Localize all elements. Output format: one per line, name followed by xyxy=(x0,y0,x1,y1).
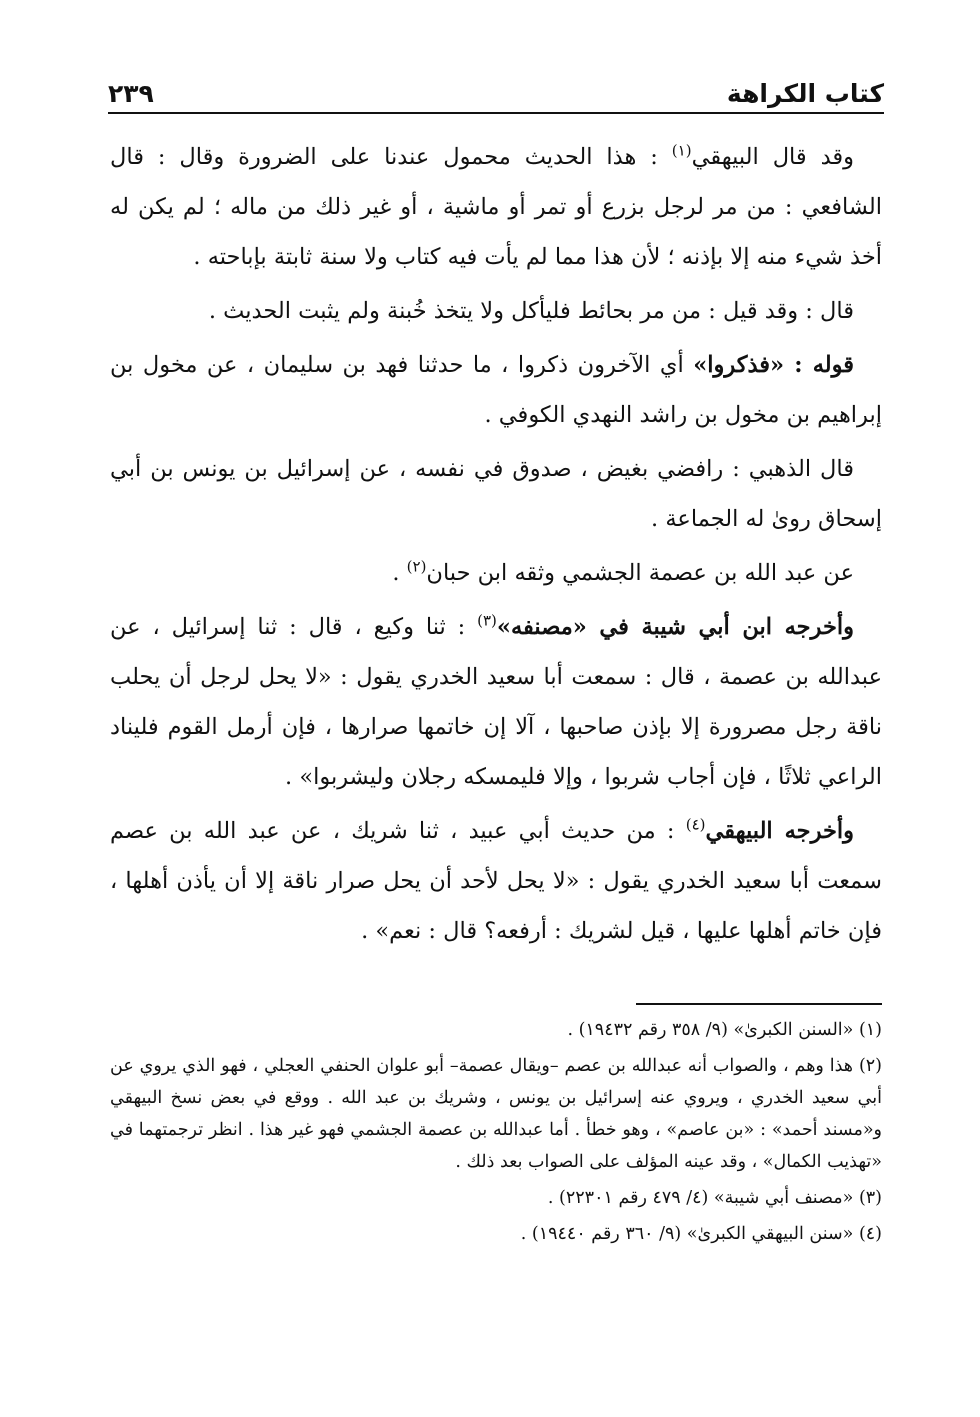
commentary-lemma: قوله : «فذكروا» xyxy=(693,352,854,378)
footnote-reference[interactable]: (٢) xyxy=(406,557,427,576)
footnote-item xyxy=(110,1218,882,1250)
paragraph-text: عن عبد الله بن عصمة الجشمي وثقه ابن حبان xyxy=(426,560,854,586)
footnote-text: «مصنف أبي شيبة» (٤/ ٤٧٩ رقم ٢٢٣٠١) . xyxy=(547,1188,854,1208)
main-text xyxy=(110,132,882,960)
paragraph-text: وقد قال البيهقي xyxy=(691,144,855,170)
paragraph xyxy=(110,548,882,598)
footnote-separator xyxy=(636,1003,882,1005)
footnote-item xyxy=(110,1014,882,1046)
commentary-lemma: وأخرجه ابن أبي شيبة في «مصنفه» xyxy=(496,614,854,640)
paragraph-text: : ثنا وكيع ، قال : ثنا إسرائيل ، عن عبدالله بن عصمة ، قال : سمعت أبا سعيد الخدري يقول : «لا يحل لرجل أن يحلب ناقة رجل مصرورة إلا بإذن صاحبها ، آلا إن خاتمها صرارها ، فإن أرمل القوم فليناد الراعي ثلاثًا ، فإن أجاب شربوا ، وإلا فليمسكه رجلان وليشربوا» . xyxy=(110,614,882,790)
footnote-text: «سنن البيهقي الكبرىٰ» (٩/ ٣٦٠ رقم ١٩٤٤٠) . xyxy=(520,1224,854,1244)
footnote-text: «السنن الكبرىٰ» (٩/ ٣٥٨ رقم ١٩٤٣٢) . xyxy=(567,1020,854,1040)
footnote-number: (٢) xyxy=(858,1056,882,1076)
paragraph xyxy=(110,806,882,956)
paragraph-text: : من حديث أبي عبيد ، ثنا شريك ، عن عبد الله بن عصم سمعت أبا سعيد الخدري يقول : «لا يحل لأحد أن يحل صرار ناقة إلا أن يأذن أهلها ، فإن خاتم أهلها عليها ، قيل لشريك : أرفعه؟ قال : نعم» . xyxy=(110,818,882,944)
commentary-lemma: وأخرجه البيهقي xyxy=(705,818,855,844)
footnote-item xyxy=(110,1050,882,1178)
page-number: ٢٣٩ xyxy=(108,79,154,108)
paragraph: قال الذهبي : رافضي بغيض ، صدوق في نفسه ، عن إسرائيل بن يونس بن أبي إسحاق روىٰ له الجماعة . xyxy=(110,456,882,532)
paragraph xyxy=(110,602,882,802)
running-header xyxy=(108,62,884,106)
paragraph xyxy=(110,132,882,282)
footnote-item xyxy=(110,1182,882,1214)
paragraph-text: : هذا الحديث محمول عندنا على الضرورة وقال : قال الشافعي : من مر لرجل بزرع أو تمر أو ماشية ، أو غير ذلك من ماله ؛ لم يكن له أخذ شيء منه إلا بإذنه ؛ لأن هذا مما لم يأت فيه كتاب ولا سنة ثابتة بإباحته . xyxy=(110,144,882,270)
running-title: كتاب الكراهة xyxy=(726,79,884,108)
footnote-text: هذا وهم ، والصواب أنه عبدالله بن عصم –ويقال عصمة– أبو علوان الحنفي العجلي ، فهو الذي يروي عن أبي سعيد الخدري ، ويروي عنه إسرائيل بن يونس ، وشريك بن عبد الله . ووقع في بعض نسخ البيهقي و«مسند أحمد» : «بن عاصم» ، وهو خطأ . أما عبدالله بن عصمة الجشمي فهو غير هذا . انظر ترجمتهما في «تهذيب الكمال» ، وقد عينه المؤلف على الصواب بعد ذلك . xyxy=(110,1056,882,1172)
footnotes xyxy=(110,1014,882,1254)
footnote-number: (٣) xyxy=(858,1188,882,1208)
header-rule xyxy=(108,112,884,114)
paragraph-text: أي الآخرون ذكروا ، ما حدثنا فهد بن سليمان ، عن مخول بن إبراهيم بن مخول بن راشد النهدي الكوفي . xyxy=(110,352,882,428)
paragraph xyxy=(110,340,882,440)
footnote-reference[interactable]: (٣) xyxy=(477,611,497,630)
paragraph: قال : وقد قيل : من مر بحائط فليأكل ولا يتخذ خُبنة ولم يثبت الحديث . xyxy=(208,298,854,324)
footnote-number: (٤) xyxy=(858,1224,882,1244)
footnote-reference[interactable]: (٤) xyxy=(685,815,706,834)
paragraph-text: . xyxy=(392,560,407,586)
footnote-number: (١) xyxy=(858,1020,882,1040)
footnote-reference[interactable]: (١) xyxy=(671,141,692,160)
